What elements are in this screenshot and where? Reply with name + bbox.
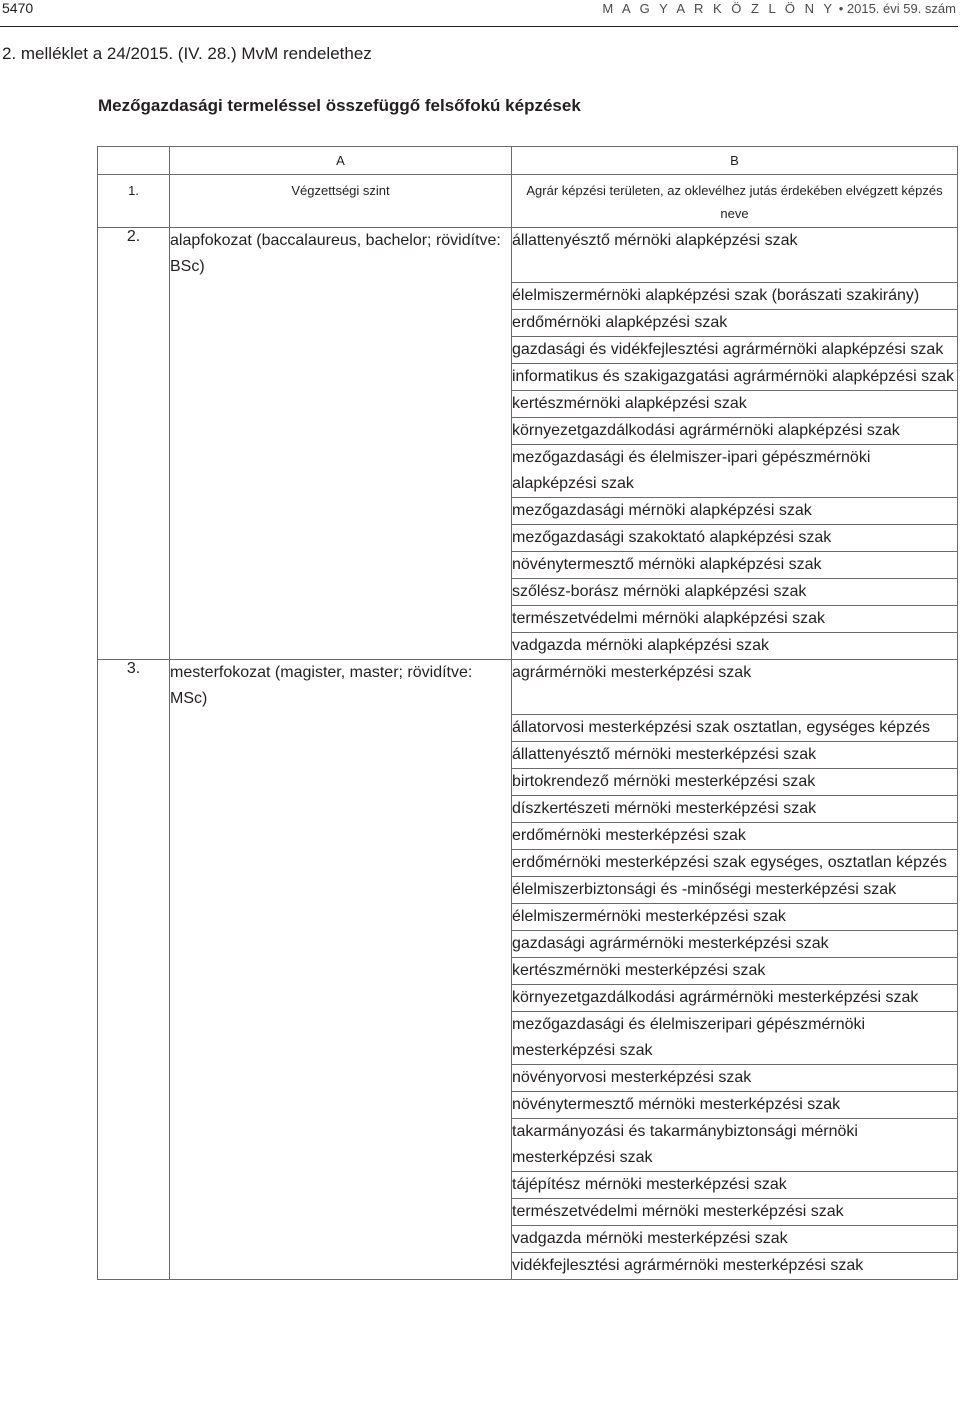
page-number: 5470 [2,0,34,16]
row-number: 1. [98,175,170,228]
table-row [98,228,958,283]
document-title: Mezőgazdasági termeléssel összefüggő felsőfokú képzések [98,96,581,115]
program-name: vadgazda mérnöki mesterképzési szak [512,1226,958,1253]
table-header-row [98,175,958,228]
program-name: vadgazda mérnöki alapképzési szak [512,633,958,660]
program-name: díszkertészeti mérnöki mesterképzési szak [512,796,958,823]
program-name: élelmiszerbiztonsági és -minőségi mesterképzési szak [512,877,958,904]
program-name: növénytermesztő mérnöki mesterképzési szak [512,1092,958,1119]
program-name: környezetgazdálkodási agrármérnöki mesterképzési szak [512,985,958,1012]
program-name: erdőmérnöki alapképzési szak [512,310,958,337]
table-body [98,228,958,1280]
program-name: gazdasági agrármérnöki mesterképzési szak [512,931,958,958]
corner-cell [98,147,170,175]
annex-label: 2. melléklet a 24/2015. (IV. 28.) MvM rendelethez [2,44,372,63]
program-name: informatikus és szakigazgatási agrármérnöki alapképzési szak [512,364,958,391]
program-name: élelmiszermérnöki mesterképzési szak [512,904,958,931]
program-name: növénytermesztő mérnöki alapképzési szak [512,552,958,579]
page-header [0,0,958,27]
journal-name: M A G Y A R K Ö Z L Ö N Y [602,1,836,16]
program-name: természetvédelmi mérnöki alapképzési szak [512,606,958,633]
program-name: tájépítész mérnöki mesterképzési szak [512,1172,958,1199]
row-number: 3. [98,660,170,1280]
program-name: természetvédelmi mérnöki mesterképzési szak [512,1199,958,1226]
issue-label: 2015. évi 59. szám [846,1,956,16]
program-name: vidékfejlesztési agrármérnöki mesterképzési szak [512,1253,958,1280]
programs-table [97,146,958,1280]
program-name: növényorvosi mesterképzési szak [512,1065,958,1092]
program-name: gazdasági és vidékfejlesztési agrármérnöki alapképzési szak [512,337,958,364]
column-label-row [98,147,958,175]
program-name: mezőgazdasági és élelmiszeripari gépészmérnöki mesterképzési szak [512,1012,958,1065]
program-name: állattenyésztő mérnöki mesterképzési szak [512,742,958,769]
program-name: környezetgazdálkodási agrármérnöki alapképzési szak [512,418,958,445]
program-name: kertészmérnöki alapképzési szak [512,391,958,418]
header-level: Végzettségi szint [170,175,512,228]
column-label-a: A [170,147,512,175]
program-name: erdőmérnöki mesterképzési szak egységes, osztatlan képzés [512,850,958,877]
table-row [98,660,958,715]
program-name: mezőgazdasági szakoktató alapképzési szak [512,525,958,552]
program-name: szőlész-borász mérnöki alapképzési szak [512,579,958,606]
column-label-b: B [512,147,958,175]
program-name: mezőgazdasági és élelmiszer-ipari gépészmérnöki alapképzési szak [512,445,958,498]
program-name: kertészmérnöki mesterképzési szak [512,958,958,985]
program-name: mezőgazdasági mérnöki alapképzési szak [512,498,958,525]
program-name: élelmiszermérnöki alapképzési szak (borászati szakirány) [512,283,958,310]
program-name: állatorvosi mesterképzési szak osztatlan, egységes képzés [512,715,958,742]
header-program: Agrár képzési területen, az oklevélhez jutás érdekében elvégzett képzés neve [512,175,958,228]
degree-level: alapfokozat (baccalaureus, bachelor; rövidítve: BSc) [170,228,512,660]
journal-title: M A G Y A R K Ö Z L Ö N Y • 2015. évi 59. szám [602,1,956,16]
program-name: állattenyésztő mérnöki alapképzési szak [512,228,958,283]
program-name: takarmányozási és takarmánybiztonsági mérnöki mesterképzési szak [512,1119,958,1172]
row-number: 2. [98,228,170,660]
program-name: agrármérnöki mesterképzési szak [512,660,958,715]
degree-level: mesterfokozat (magister, master; rövidítve: MSc) [170,660,512,1280]
program-name: erdőmérnöki mesterképzési szak [512,823,958,850]
program-name: birtokrendező mérnöki mesterképzési szak [512,769,958,796]
